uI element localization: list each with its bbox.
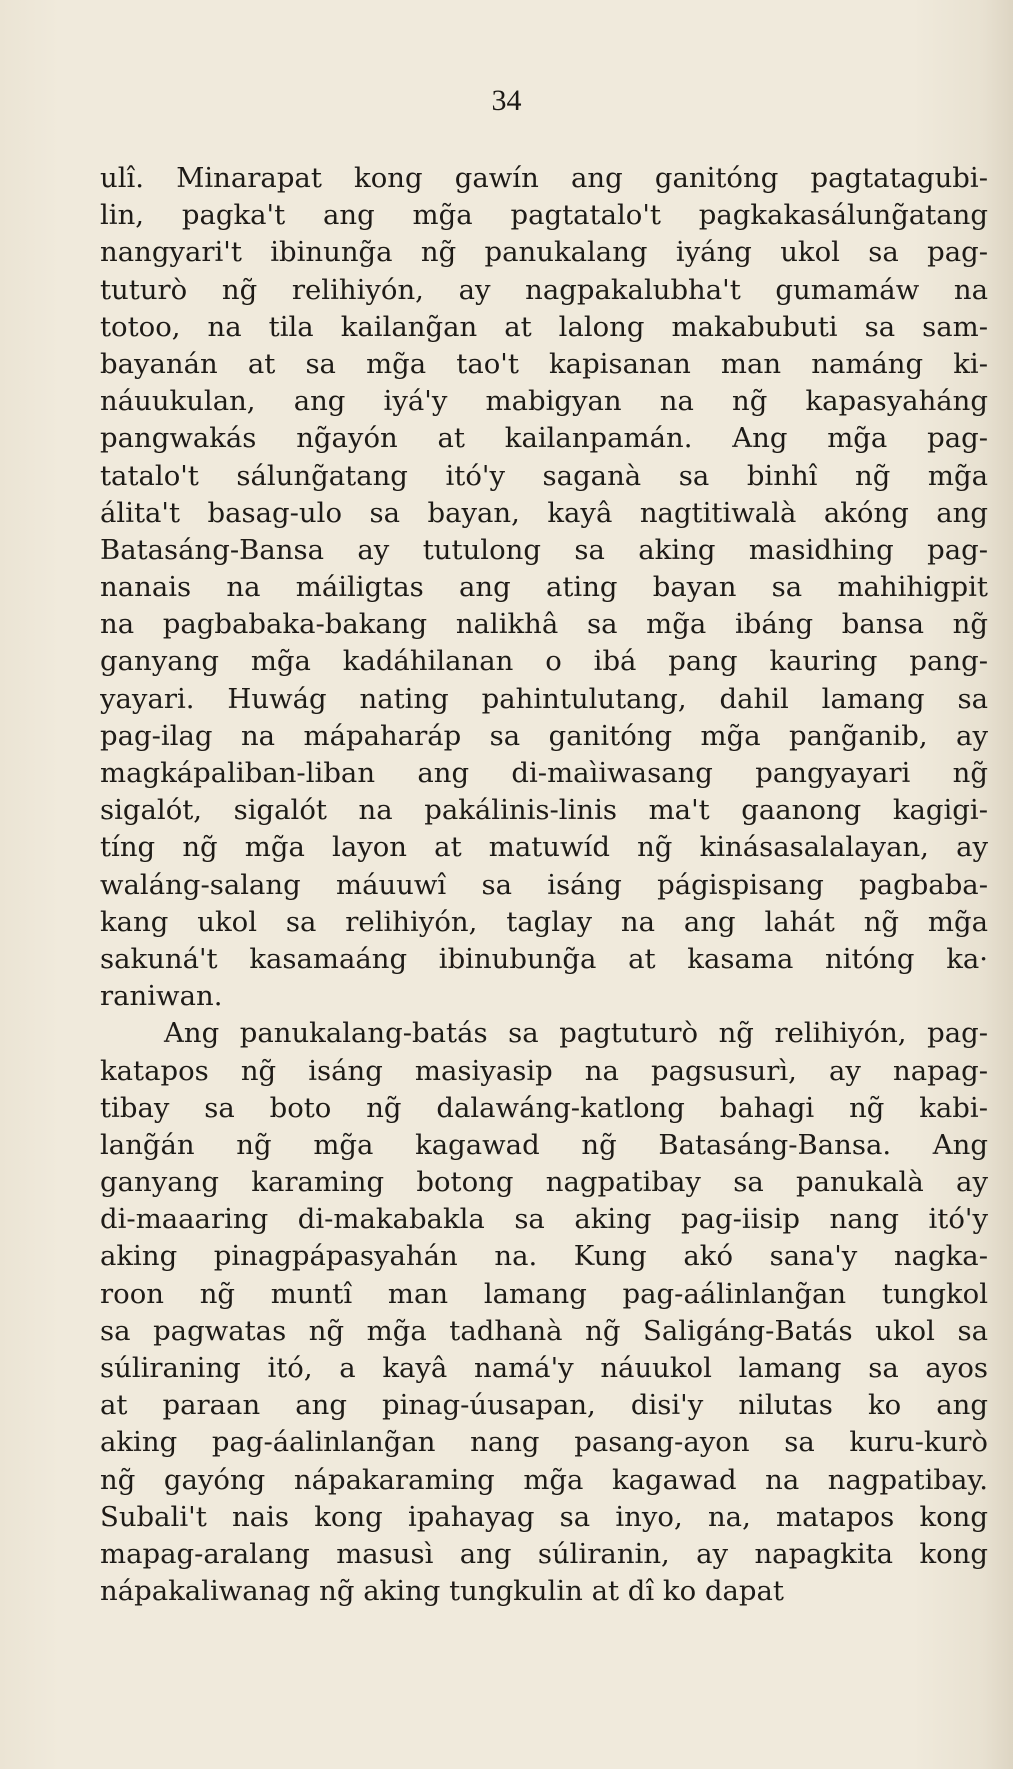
text-line: bayanán at sa mg̃a tao't kapisanan man namáng ki- xyxy=(100,347,988,380)
text-line: magkápaliban-liban ang di-maìiwasang pangyayari ng̃ xyxy=(100,757,988,789)
text-line: Subali't nais kong ipahayag sa inyo, na, matapos kong xyxy=(100,1500,988,1533)
paragraph xyxy=(100,1015,988,1610)
text-line: Ang panukalang-batás sa pagtuturò ng̃ relihiyón, pag- xyxy=(164,1017,988,1050)
body-text xyxy=(100,160,988,1610)
text-line: na pagbabaka-bakang nalikhâ sa mg̃a ibáng bansa ng̃ xyxy=(100,608,988,641)
page-number: 34 xyxy=(491,84,522,117)
text-line: tíng ng̃ mg̃a layon at matuwíd ng̃ kinásasalalayan, ay xyxy=(100,831,988,864)
text-line: totoo, na tila kailang̃an at lalong makabubuti sa sam- xyxy=(100,310,988,343)
text-line: kang ukol sa relihiyón, taglay na ang lahát ng̃ mg̃a xyxy=(100,905,988,938)
text-line: katapos ng̃ isáng masiyasip na pagsusurì, ay napag- xyxy=(100,1054,988,1087)
text-line: álita't basag-ulo sa bayan, kayâ nagtitiwalà akóng ang xyxy=(100,496,988,529)
text-line: at paraan ang pinag-úusapan, disi'y nilutas ko ang xyxy=(100,1389,988,1422)
text-line: pangwakás ng̃ayón at kailanpamán. Ang mg̃a pag- xyxy=(100,422,988,455)
text-line: waláng-salang máuuwî sa isáng págispisang pagbaba- xyxy=(100,868,988,901)
text-line: ganyang mg̃a kadáhilanan o ibá pang kauring pang- xyxy=(100,645,988,678)
text-line: ganyang karaming botong nagpatibay sa panukalà ay xyxy=(100,1166,988,1199)
text-line: roon ng̃ muntî man lamang pag-aálinlang̃an tungkol xyxy=(100,1277,988,1310)
text-line: nangyari't ibinung̃a ng̃ panukalang iyáng ukol sa pag- xyxy=(100,236,988,269)
text-line: súliraning itó, a kayâ namá'y náuukol lamang sa ayos xyxy=(100,1352,988,1384)
text-line: aking pinagpápasyahán na. Kung akó sana'y nagka- xyxy=(100,1240,988,1273)
text-line: náuukulan, ang iyá'y mabigyan na ng̃ kapasyaháng xyxy=(100,385,988,418)
paragraph xyxy=(100,160,988,1015)
text-line: nanais na máiligtas ang ating bayan sa mahihigpit xyxy=(100,571,988,604)
text-line: yayari. Huwág nating pahintulutang, dahil lamang sa xyxy=(100,682,988,715)
text-line: sigalót, sigalót na pakálinis-linis ma't gaanong kagigi- xyxy=(100,794,988,827)
text-line: lang̃án ng̃ mg̃a kagawad ng̃ Batasáng-Bansa. Ang xyxy=(100,1128,988,1161)
text-line: mapag-aralang masusì ang súliranin, ay napagkita kong xyxy=(100,1537,988,1570)
text-line: ulî. Minarapat kong gawín ang ganitóng pagtatagubi- xyxy=(100,162,988,194)
text-line: nápakaliwanag ng̃ aking tungkulin at dî ko dapat xyxy=(100,1575,784,1608)
text-line: tuturò ng̃ relihiyón, ay nagpakalubha't gumamáw na xyxy=(100,273,988,306)
text-line: ng̃ gayóng nápakaraming mg̃a kagawad na nagpatibay. xyxy=(100,1463,988,1496)
text-line: tatalo't sálung̃atang itó'y saganà sa binhî ng̃ mg̃a xyxy=(100,459,988,492)
text-line: di-maaaring di-makabakla sa aking pag-iisip nang itó'y xyxy=(100,1203,988,1236)
text-line: sakuná't kasamaáng ibinubung̃a at kasama nitóng ka· xyxy=(100,942,988,975)
text-line: lin, pagka't ang mg̃a pagtatalo't pagkakasálung̃atang xyxy=(100,199,988,232)
text-line: tibay sa boto ng̃ dalawáng-katlong bahagi ng̃ kabi- xyxy=(100,1091,988,1124)
text-line: aking pag-áalinlang̃an nang pasang-ayon sa kuru-kurò xyxy=(100,1426,988,1459)
text-line: Batasáng-Bansa ay tutulong sa aking masidhing pag- xyxy=(100,533,988,566)
text-line: pag-ilag na mápaharáp sa ganitóng mg̃a pang̃anib, ay xyxy=(100,719,988,752)
text-line: sa pagwatas ng̃ mg̃a tadhanà ng̃ Saligáng-Batás ukol sa xyxy=(100,1314,988,1347)
text-line: raniwan. xyxy=(100,980,223,1013)
